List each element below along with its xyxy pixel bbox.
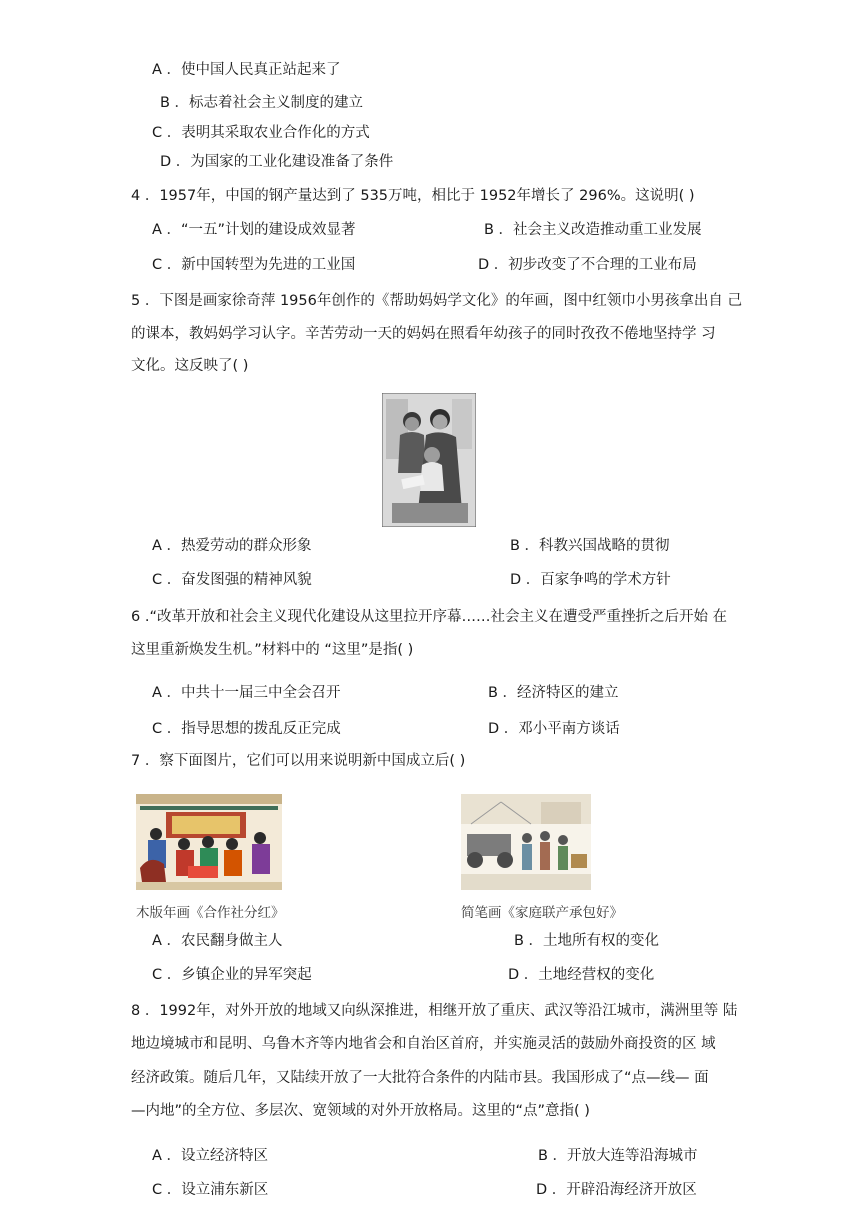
q5-painting-image (382, 393, 476, 527)
q5-option-c: C ．奋发图强的精神风貌 (152, 572, 312, 588)
q5-stem-line2: 的课本，教妈妈学习认字。辛苦劳动一天的妈妈在照看年幼孩子的同时孜孜不倦地坚持学 习 (131, 326, 716, 342)
q8-option-d: D ．开辟沿海经济开放区 (536, 1182, 697, 1198)
q3-option-c: C ．表明其采取农业合作化的方式 (152, 125, 370, 141)
q3-option-d: D ．为国家的工业化建设准备了条件 (160, 154, 394, 170)
q3-option-b: B ．标志着社会主义制度的建立 (160, 95, 364, 111)
q4-option-a: A ．“一五”计划的建设成效显著 (152, 222, 356, 238)
q7-option-c: C ．乡镇企业的异军突起 (152, 967, 312, 983)
q7-caption-right: 简笔画《家庭联产承包好》 (461, 905, 623, 921)
q7-stem: 7 ．察下面图片，它们可以用来说明新中国成立后( ) (131, 753, 466, 769)
q5-stem-line3: 文化。这反映了( ) (131, 358, 249, 374)
q8-stem-line2: 地边境城市和昆明、乌鲁木齐等内地省会和自治区首府，并实施灵活的鼓励外商投资的区 域 (131, 1036, 716, 1052)
q3-option-a: A ．使中国人民真正站起来了 (152, 62, 341, 78)
q6-option-b: B ．经济特区的建立 (488, 685, 619, 701)
q6-stem-line2: 这里重新焕发生机。”材料中的 “这里”是指( ) (131, 642, 414, 658)
q5-stem-line1: 5 ．下图是画家徐奇萍 1956年创作的《帮助妈妈学文化》的年画，图中红领巾小男孩拿出自 己 (131, 293, 742, 309)
q5-option-d: D ．百家争鸣的学术方针 (510, 572, 671, 588)
q5-option-a: A ．热爱劳动的群众形象 (152, 538, 312, 554)
q8-option-b: B ．开放大连等沿海城市 (538, 1148, 698, 1164)
q7-sketch-image (461, 794, 591, 890)
q4-option-c: C ．新中国转型为先进的工业国 (152, 257, 356, 273)
q7-woodblock-print-image (136, 794, 282, 890)
q8-stem-line4: —内地”的全方位、多层次、宽领域的对外开放格局。这里的“点”意指( ) (131, 1103, 590, 1119)
q8-option-a: A ．设立经济特区 (152, 1148, 269, 1164)
q4-option-b: B ．社会主义改造推动重工业发展 (484, 222, 702, 238)
q6-option-d: D ．邓小平南方谈话 (488, 721, 620, 737)
q7-option-b: B ．土地所有权的变化 (514, 933, 660, 949)
q8-stem-line1: 8 ．1992年，对外开放的地域又向纵深推进，相继开放了重庆、武汉等沿江城市，满洲里等 陆 (131, 1003, 738, 1019)
q8-stem-line3: 经济政策。随后几年，又陆续开放了一大批符合条件的内陆市县。我国形成了“点—线— 面 (131, 1070, 709, 1086)
q4-option-d: D ．初步改变了不合理的工业布局 (478, 257, 697, 273)
q5-option-b: B ．科教兴国战略的贯彻 (510, 538, 670, 554)
q7-option-a: A ．农民翻身做主人 (152, 933, 283, 949)
q6-stem-line1: 6 .“改革开放和社会主义现代化建设从这里拉开序幕……社会主义在遭受严重挫折之后开始 在 (131, 609, 728, 625)
q4-stem: 4 ．1957年，中国的钢产量达到了 535万吨，相比于 1952年增长了 296%。这说明( ) (131, 188, 695, 204)
q7-caption-left: 木版年画《合作社分红》 (136, 905, 285, 921)
q6-option-a: A ．中共十一届三中全会召开 (152, 685, 341, 701)
q7-option-d: D ．土地经营权的变化 (508, 967, 655, 983)
q8-option-c: C ．设立浦东新区 (152, 1182, 269, 1198)
q6-option-c: C ．指导思想的拨乱反正完成 (152, 721, 341, 737)
